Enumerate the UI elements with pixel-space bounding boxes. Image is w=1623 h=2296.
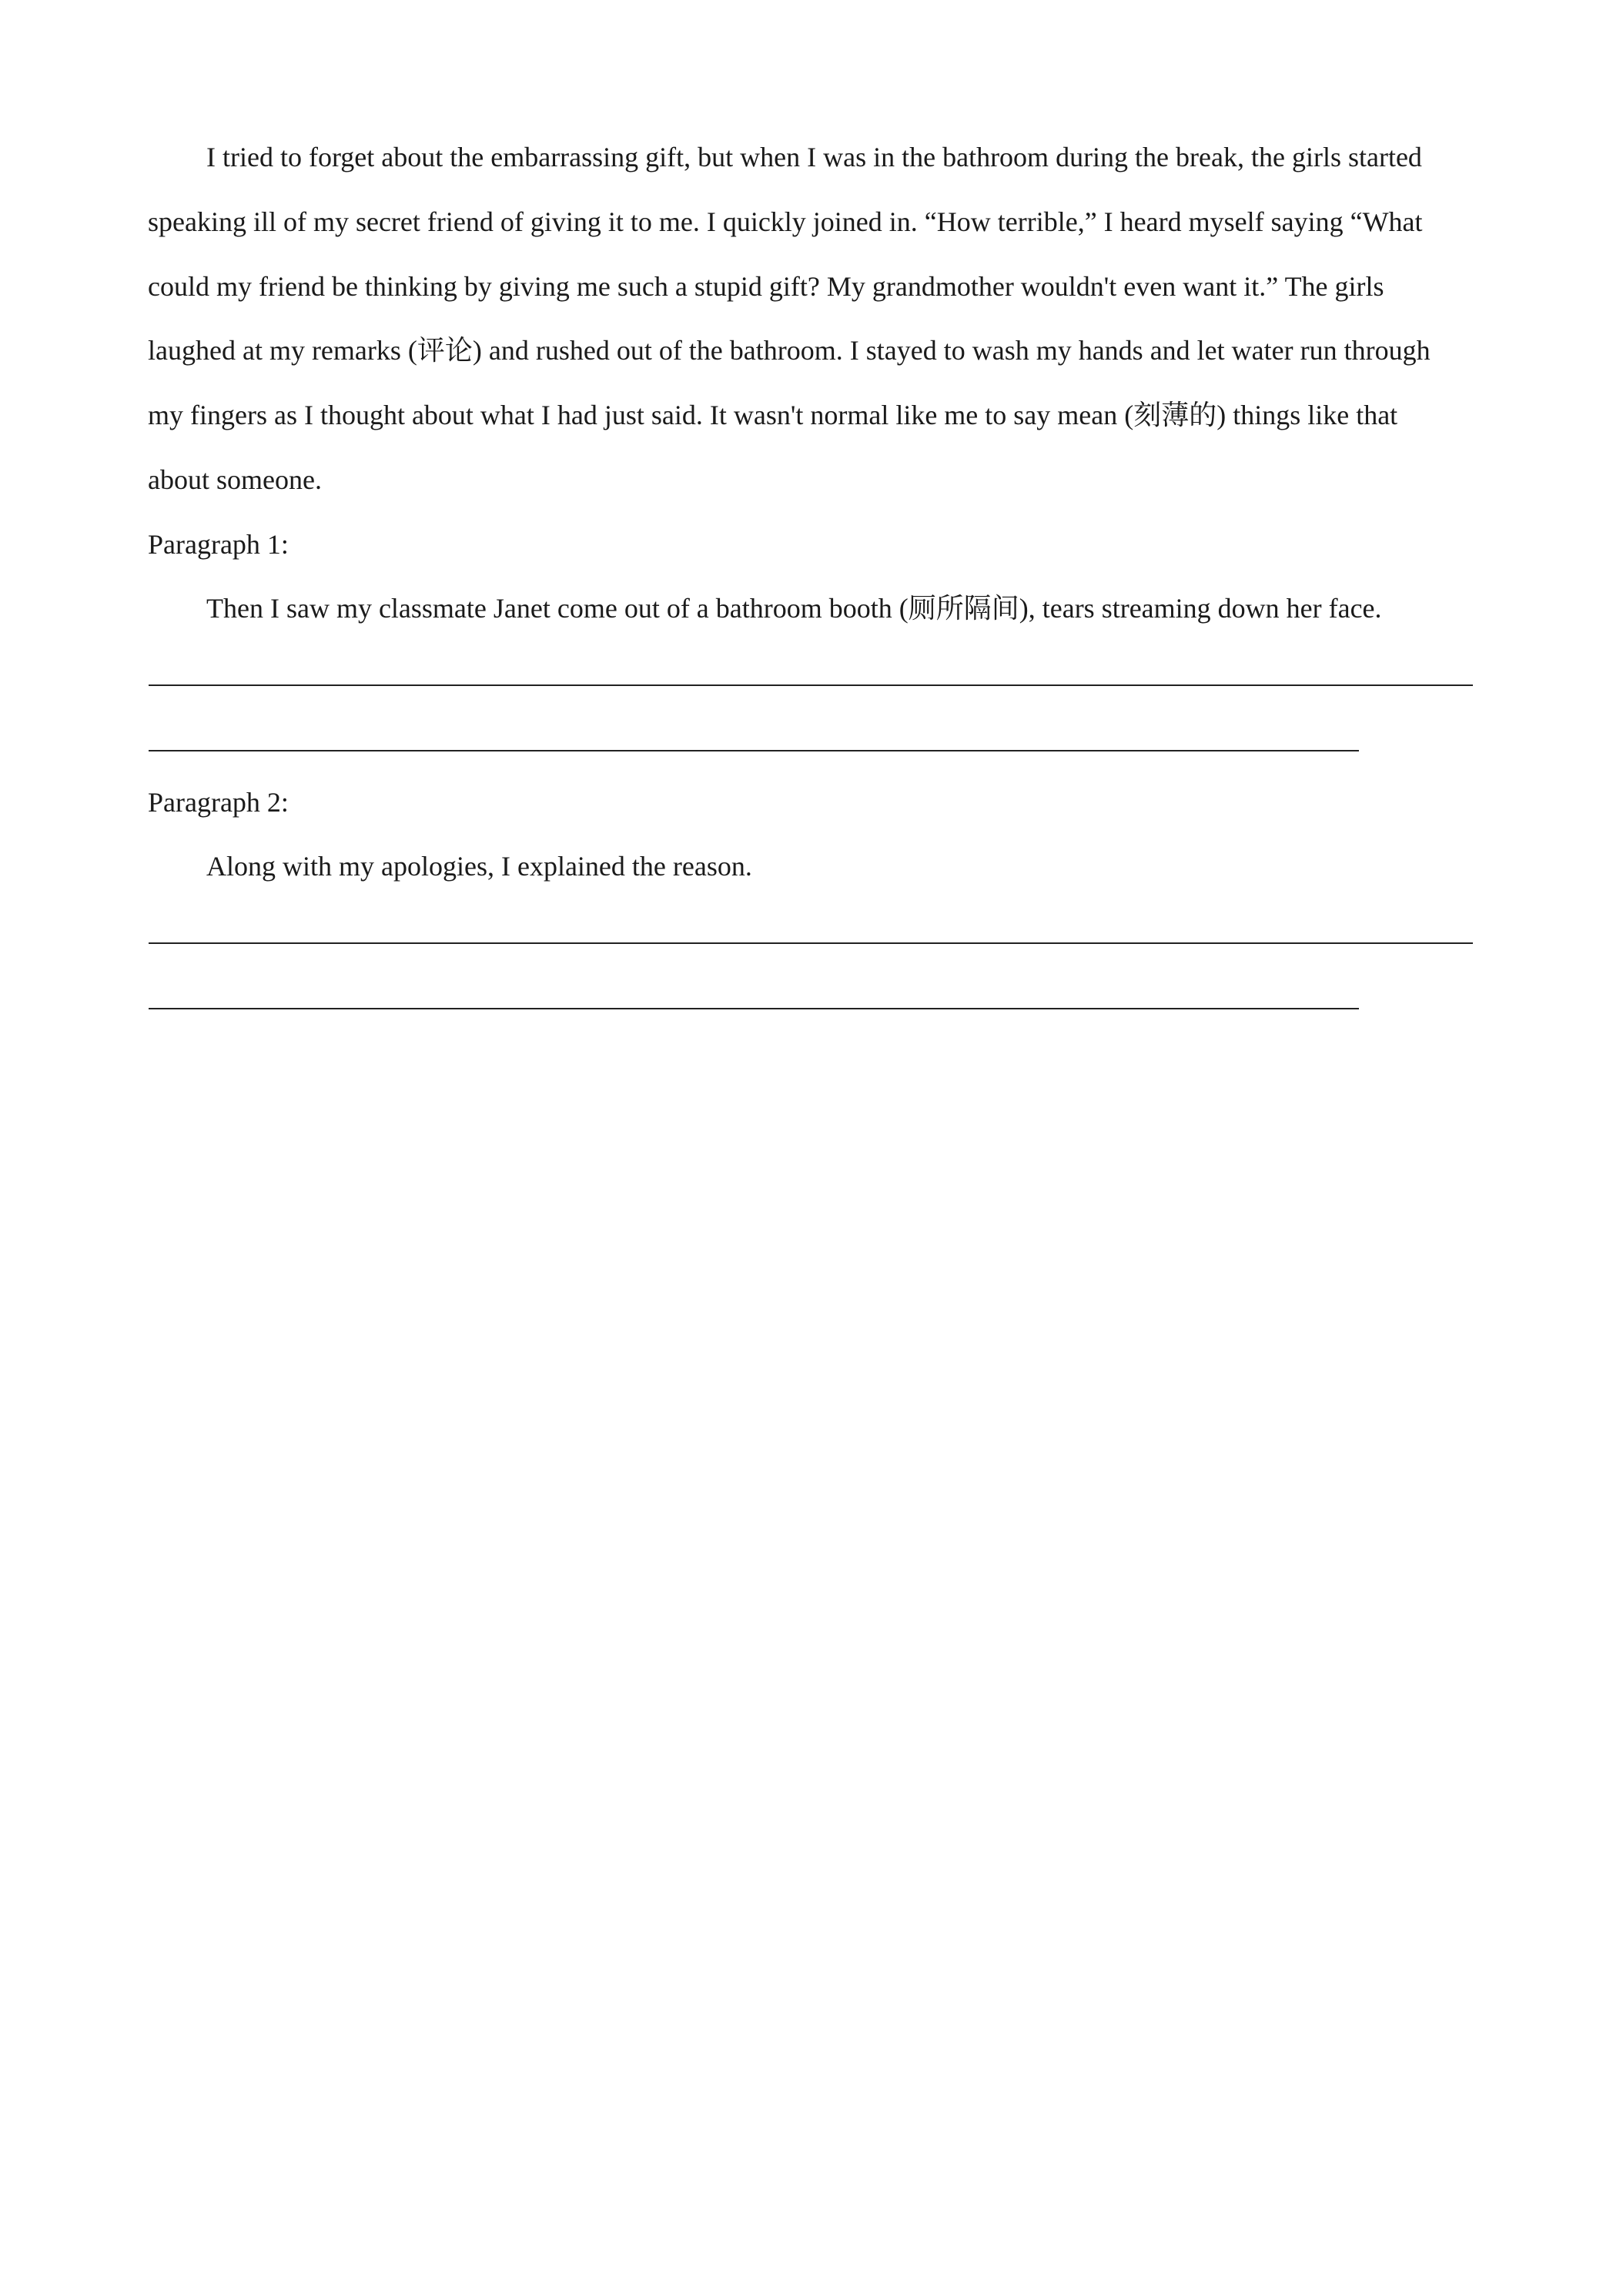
- passage-line-2: speaking ill of my secret friend of giving it to me. I quickly joined in. “How terrible,” I heard myself saying “What: [148, 206, 1423, 237]
- paragraph-1-answer-line-2[interactable]: [149, 750, 1359, 751]
- paragraph-2-heading: Paragraph 2:: [148, 787, 289, 818]
- paragraph-2-opening: Along with my apologies, I explained the reason.: [206, 851, 752, 882]
- paragraph-2-answer-line-2[interactable]: [149, 1008, 1359, 1009]
- passage-line-5: my fingers as I thought about what I had just said. It wasn't normal like me to say mean (刻薄的) things like that: [148, 400, 1398, 430]
- paragraph-1-opening: Then I saw my classmate Janet come out of a bathroom booth (厕所隔间), tears streaming down her face.: [206, 593, 1382, 624]
- passage-line-3: could my friend be thinking by giving me such a stupid gift? My grandmother wouldn't even want it.” The girls: [148, 271, 1384, 302]
- passage-line-1: I tried to forget about the embarrassing gift, but when I was in the bathroom during the break, the girls started: [206, 142, 1422, 172]
- paragraph-2-answer-line-1[interactable]: [149, 942, 1473, 944]
- passage-line-6: about someone.: [148, 464, 322, 495]
- paragraph-1-heading: Paragraph 1:: [148, 529, 289, 560]
- paragraph-1-answer-line-1[interactable]: [149, 684, 1473, 686]
- passage-line-4: laughed at my remarks (评论) and rushed out of the bathroom. I stayed to wash my hands and let water run through: [148, 335, 1431, 366]
